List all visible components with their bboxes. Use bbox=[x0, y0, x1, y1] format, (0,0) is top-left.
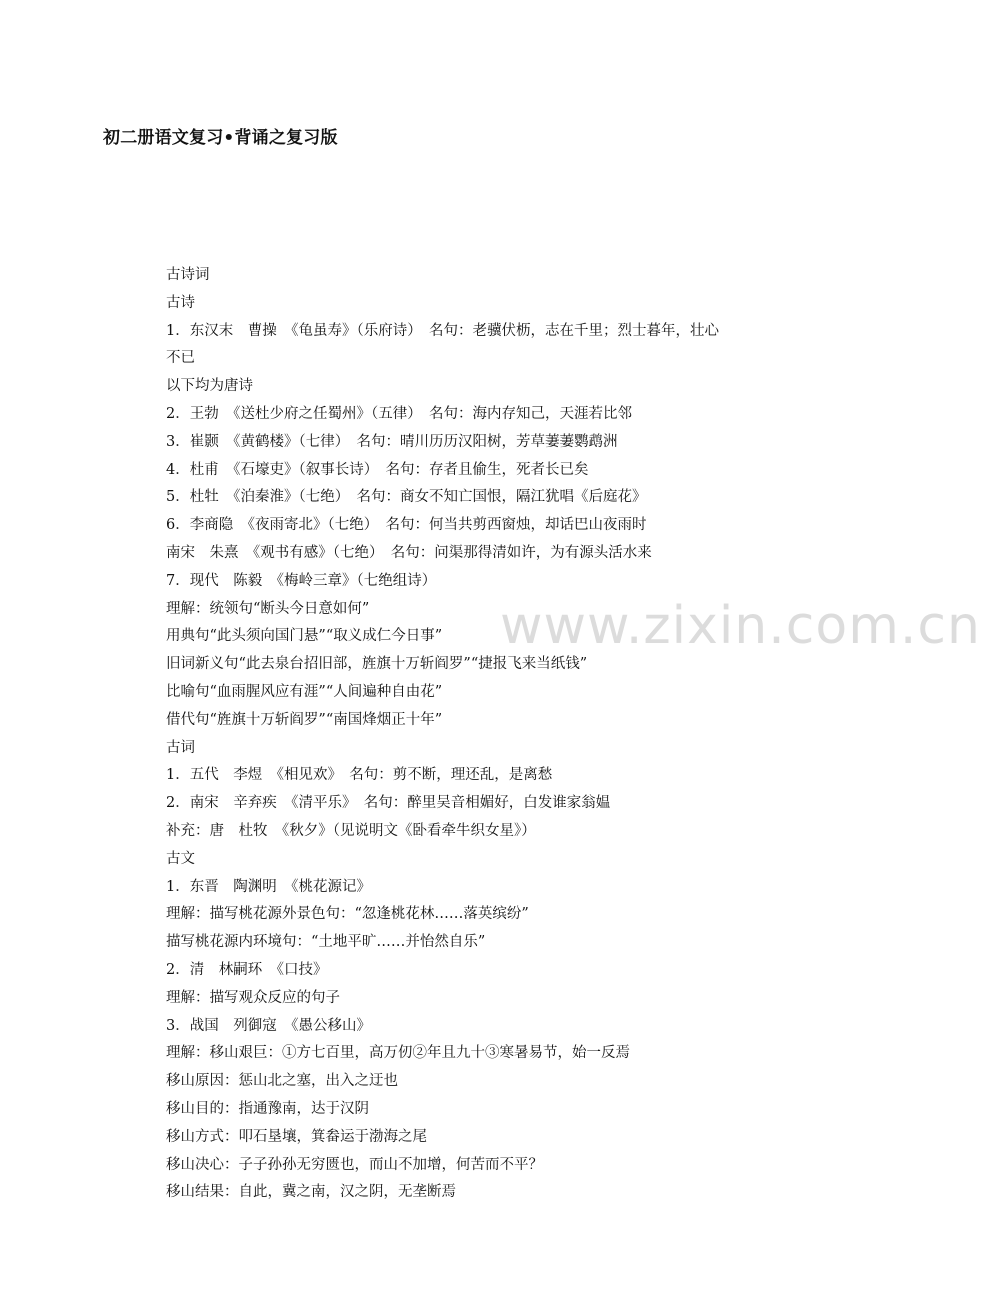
text-line: 移山方式：叩石垦壤，箕畚运于渤海之尾 bbox=[166, 1128, 427, 1145]
text-line: 补充：唐 杜牧 《秋夕》（见说明文《卧看牵牛织女星》） bbox=[166, 822, 536, 839]
text-line: 理解：描写桃花源外景色句：“忽逢桃花林……落英缤纷” bbox=[166, 906, 529, 923]
text-line: 南宋 朱熹 《观书有感》（七绝） 名句：问渠那得清如许，为有源头活水来 bbox=[166, 544, 652, 561]
text-line: 以下均为唐诗 bbox=[166, 378, 253, 395]
text-line: 1．五代 李煜 《相见欢》 名句：剪不断，理还乱，是离愁 bbox=[166, 767, 553, 784]
text-line: 3．战国 列御寇 《愚公移山》 bbox=[166, 1017, 371, 1034]
text-line: 不已 bbox=[166, 350, 195, 367]
text-line: 5．杜牡 《泊秦淮》（七绝） 名句：商女不知亡国恨，隔江犹唱《后庭花》 bbox=[166, 489, 647, 506]
text-line: 1．东晋 陶渊明 《桃花源记》 bbox=[166, 878, 371, 895]
text-line: 古词 bbox=[166, 739, 195, 756]
text-line: 理解：描写观众反应的句子 bbox=[166, 989, 340, 1006]
watermark: www.zixin.com.cn bbox=[500, 596, 981, 656]
text-line: 2．南宋 辛弃疾 《清平乐》 名句：醉里吴音相媚好，白发谁家翁媪 bbox=[166, 795, 611, 812]
document-body bbox=[166, 262, 806, 1207]
text-line: 4．杜甫 《石壕吏》（叙事长诗） 名句：存者且偷生，死者长已矣 bbox=[166, 461, 589, 478]
text-line: 移山目的：指通豫南，达于汉阴 bbox=[166, 1100, 369, 1117]
text-line: 移山原因：惩山北之塞，出入之迂也 bbox=[166, 1073, 398, 1090]
text-line: 移山结果：自此，冀之南，汉之阴，无垄断焉 bbox=[166, 1184, 456, 1201]
text-line: 古文 bbox=[166, 850, 195, 867]
text-line: 比喻句“血雨腥风应有涯”“人间遍种自由花” bbox=[166, 683, 443, 700]
text-line: 2．王勃 《送杜少府之任蜀州》（五律） 名句：海内存知己，天涯若比邻 bbox=[166, 405, 632, 422]
text-line: 古诗 bbox=[166, 294, 195, 311]
text-line: 描写桃花源内环境句：“土地平旷……并怡然自乐” bbox=[166, 934, 486, 951]
text-line: 1．东汉末 曹操 《龟虽寿》（乐府诗） 名句：老骥伏枥，志在千里；烈士暮年，壮心 bbox=[166, 322, 719, 339]
text-line: 旧词新义句“此去泉台招旧部，旌旗十万斩阎罗”“捷报飞来当纸钱” bbox=[166, 656, 588, 673]
text-line: 古诗词 bbox=[166, 267, 210, 283]
text-line: 移山决心：子子孙孙无穷匮也，而山不加增，何苦而不平？ bbox=[166, 1156, 543, 1173]
text-line: 7．现代 陈毅 《梅岭三章》（七绝组诗） bbox=[166, 572, 437, 589]
text-line: 6．李商隐 《夜雨寄北》（七绝） 名句：何当共剪西窗烛，却话巴山夜雨时 bbox=[166, 517, 647, 534]
text-line: 3．崔颢 《黄鹤楼》（七律） 名句：晴川历历汉阳树，芳草萋萋鹦鹉洲 bbox=[166, 433, 618, 450]
text-line: 2．清 林嗣环 《口技》 bbox=[166, 961, 328, 978]
text-line: 借代句“旌旗十万斩阎罗”“南国烽烟正十年” bbox=[166, 711, 443, 728]
document-title: 初二册语文复习•背诵之复习版 bbox=[103, 128, 338, 148]
text-line: 理解：统领句“断头今日意如何” bbox=[166, 600, 370, 617]
text-line: 用典句“此头须向国门悬”“取义成仁今日事” bbox=[166, 628, 443, 645]
text-line: 理解：移山艰巨：①方七百里，高万仞②年且九十③寒暑易节，始一反焉 bbox=[166, 1045, 630, 1062]
